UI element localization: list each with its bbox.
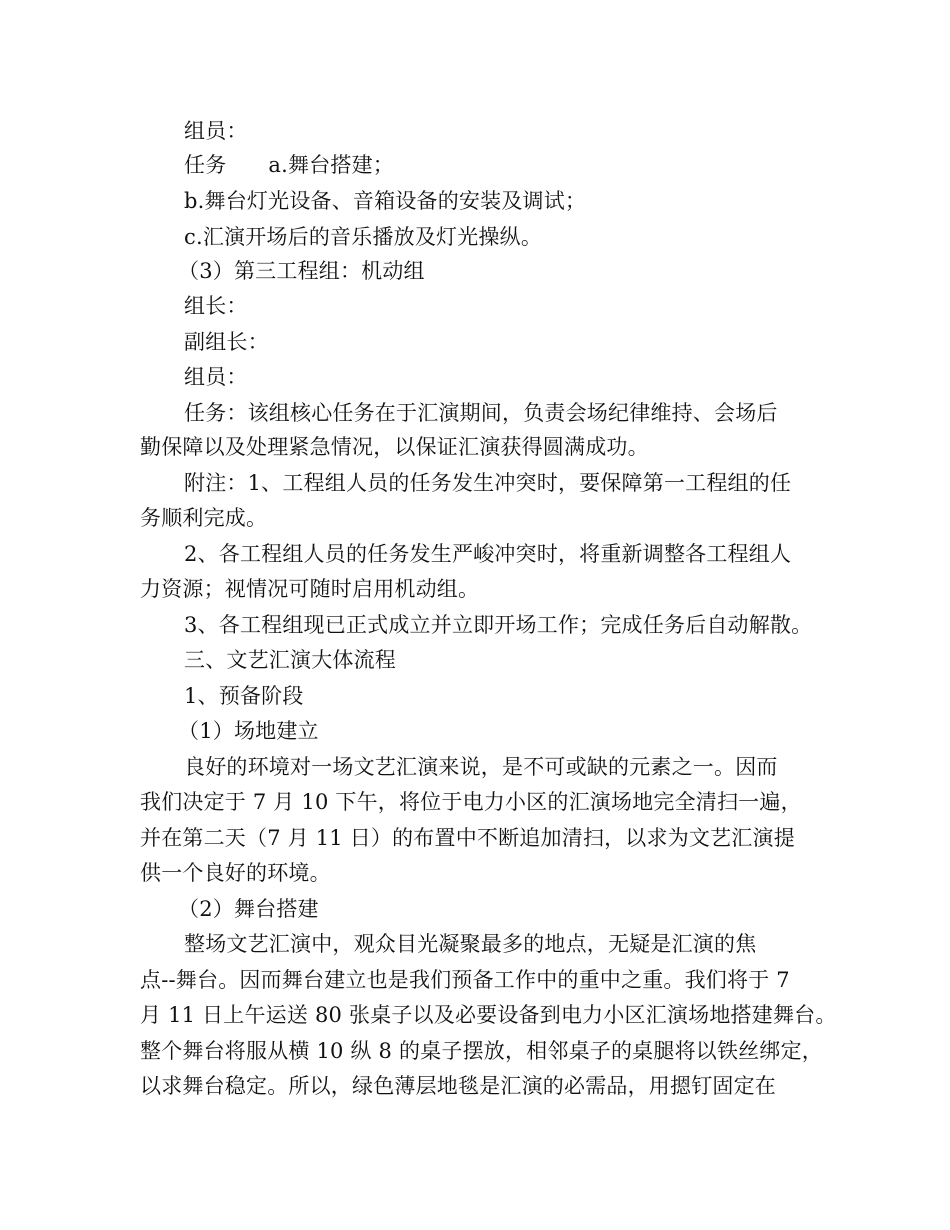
- paragraph-line: 并在第二天（7 月 11 日）的布置中不断追加清扫，以求为文艺汇演提: [140, 826, 795, 850]
- task-item-b: b.舞台灯光设备、音箱设备的安装及调试；: [184, 189, 587, 213]
- subsection-heading-prep: 1、预备阶段: [184, 684, 304, 708]
- paragraph-line: 2、各工程组人员的任务发生严峻冲突时，将重新调整各工程组人: [184, 542, 792, 566]
- paragraph-line: 我们决定于 7 月 10 下午，将位于电力小区的汇演场地完全清扫一遍，: [140, 790, 802, 814]
- task-label: 任务: [184, 153, 227, 177]
- paragraph-line: 任务：该组核心任务在于汇演期间，负责会场纪律维持、会场后: [184, 401, 778, 425]
- task-item-c: c.汇演开场后的音乐播放及灯光操纵。: [184, 225, 543, 249]
- paragraph-line: 力资源；视情况可随时启用机动组。: [140, 577, 480, 601]
- task-item-a: a.舞台搭建；: [268, 153, 395, 177]
- paragraph-line: 良好的环境对一场文艺汇演来说，是不可或缺的元素之一。因而: [184, 755, 778, 779]
- paragraph-line: 务顺利完成。: [140, 506, 268, 530]
- paragraph-line: 附注：1、工程组人员的任务发生冲突时，要保障第一工程组的任: [184, 471, 792, 495]
- paragraph-line: 3、各工程组现已正式成立并立即开场工作；完成任务后自动解散。: [184, 613, 813, 637]
- section-heading-flow: 三、文艺汇演大体流程: [184, 648, 396, 672]
- subsection-heading-stage: （2）舞台搭建: [178, 897, 319, 921]
- paragraph-line: 整个舞台将服从横 10 纵 8 的桌子摆放，相邻桌子的桌腿将以铁丝绑定，: [140, 1039, 823, 1063]
- members-label: 组员：: [184, 119, 248, 143]
- deputy-leader-label: 副组长：: [184, 330, 269, 354]
- leader-label: 组长：: [184, 294, 248, 318]
- subsection-heading-venue: （1）场地建立: [178, 719, 319, 743]
- section-heading-third-group: （3）第三工程组：机动组: [178, 259, 425, 283]
- task-line: [184, 148, 830, 182]
- paragraph-line: 以求舞台稳定。所以，绿色薄层地毯是汇演的必需品，用摁钉固定在: [140, 1074, 776, 1098]
- paragraph-line: 供一个良好的环境。: [140, 861, 331, 885]
- paragraph-line: 点--舞台。因而舞台建立也是我们预备工作中的重中之重。我们将于 7: [140, 968, 790, 992]
- paragraph-line: 勤保障以及处理紧急情况，以保证汇演获得圆满成功。: [140, 435, 649, 459]
- paragraph-line: 月 11 日上午运送 80 张桌子以及必要设备到电力小区汇演场地搭建舞台。: [140, 1003, 837, 1027]
- paragraph-line: 整场文艺汇演中，观众目光凝聚最多的地点，无疑是汇演的焦: [184, 932, 757, 956]
- members-label-2: 组员：: [184, 365, 248, 389]
